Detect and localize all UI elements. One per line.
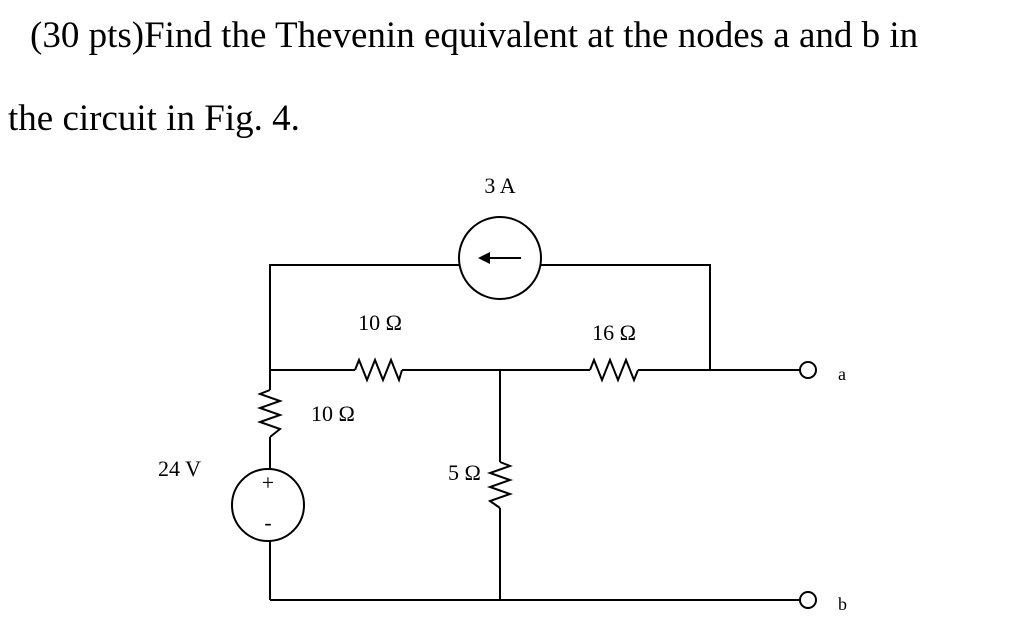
resistor-left-vertical-label: 10 Ω bbox=[311, 401, 355, 426]
resistor-left-vertical bbox=[260, 390, 280, 437]
problem-line-2: the circuit in Fig. 4. bbox=[8, 98, 300, 139]
terminal-b-label: b bbox=[838, 594, 847, 614]
resistor-top-left bbox=[355, 360, 402, 380]
current-source-label: 3 A bbox=[484, 173, 516, 198]
terminal-a-node bbox=[800, 362, 816, 378]
top-branch-wires bbox=[270, 265, 710, 370]
resistor-middle-vertical-label: 5 Ω bbox=[448, 460, 481, 485]
terminal-a-label: a bbox=[838, 364, 846, 384]
resistor-top-right bbox=[590, 360, 638, 380]
resistor-top-left-label: 10 Ω bbox=[358, 310, 402, 335]
current-source bbox=[459, 217, 541, 299]
resistor-middle-vertical bbox=[490, 462, 510, 508]
voltage-minus-sign: - bbox=[264, 510, 272, 535]
resistor-top-right-label: 16 Ω bbox=[592, 320, 636, 345]
voltage-source-label: 24 V bbox=[158, 456, 201, 481]
terminal-b-node bbox=[800, 592, 816, 608]
problem-line-1: (30 pts)Find the Thevenin equivalent at the nodes a and b in bbox=[30, 15, 919, 56]
voltage-plus-sign: + bbox=[261, 470, 275, 495]
